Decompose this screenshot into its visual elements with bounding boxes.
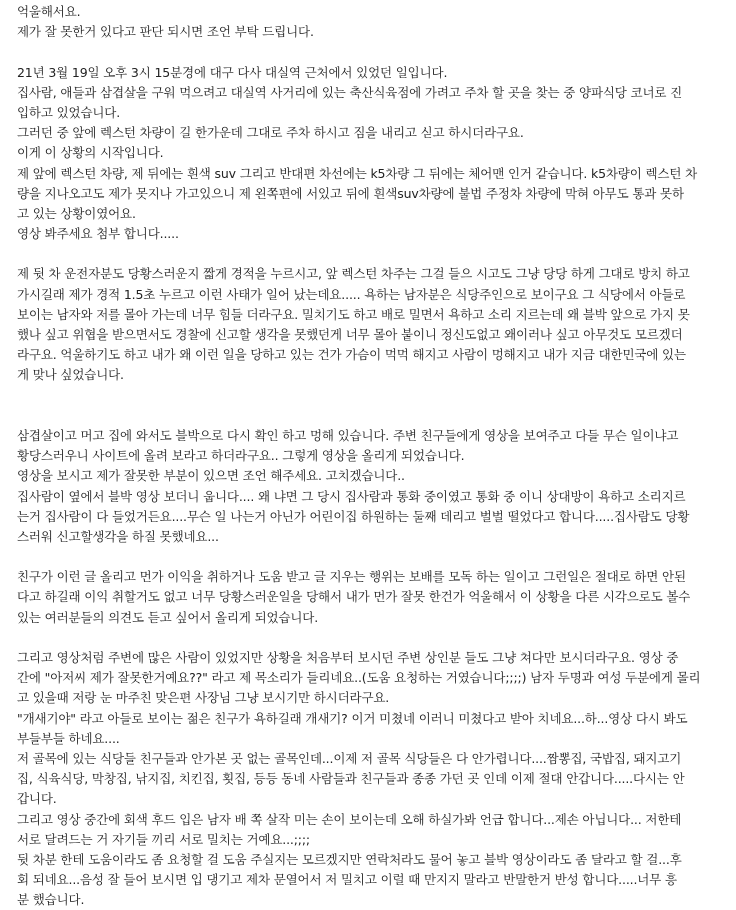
text-line: 이게 이 상황의 시작입니다. (17, 145, 164, 161)
post-body (17, 2, 731, 910)
text-line: 서로 달려드는 거 자기들 끼리 서로 밀치는 거예요...;;;; (17, 831, 310, 847)
text-line: 고 있는 상황이였어요. (17, 205, 136, 221)
text-line: 제가 잘 못한거 있다고 판단 되시면 조언 부탁 드립니다. (17, 24, 314, 40)
text-line: 있는 여러분들의 의견도 듣고 싶어서 올리게 되었습니다. (17, 609, 319, 625)
text-line: 분 했습니다. (17, 892, 85, 908)
text-line: 보이는 남자와 저를 몰아 가는데 너무 힘들 더라구요. 밀치기도 하고 배로 밀면서 욕하고 소리 지르는데 왜 블박 앞으로 가지 못 (17, 306, 690, 322)
text-line: 집, 식육식당, 막창집, 낚지집, 치킨집, 횟집, 등등 동네 사람들과 친구들과 종종 가던 곳 인데 이제 절대 안갑니다.....다시는 안 (17, 771, 685, 787)
text-line: 영상을 보시고 제가 잘못한 부분이 있으면 조언 해주세요. 고치겠습니다.. (17, 468, 405, 484)
text-line: 부들부들 하네요.... (17, 730, 120, 746)
text-line: 제 앞에 렉스턴 차량, 제 뒤에는 흰색 suv 그리고 반대편 차선에는 k5차량 그 뒤에는 체어맨 인거 같습니다. k5차량이 렉스턴 차 (17, 165, 698, 181)
text-line: 그리고 영상처럼 주변에 많은 사람이 있었지만 상황을 처음부터 보시던 주변 상인분 들도 그냥 쳐다만 보시더라구요. 영상 중 (17, 650, 679, 665)
text-line: 게 맞나 싶었습니다. (17, 367, 124, 383)
blank-line (17, 386, 731, 406)
blank-line (17, 42, 731, 62)
text-line: 량을 지나오고도 제가 못지나 가고있으니 제 왼쪽편에 서있고 뒤에 흰색suv차량에 불법 주정차 차량에 막혀 아무도 통과 못하 (17, 185, 684, 201)
text-line: 저 골목에 있는 식당들 친구들과 안가본 곳 없는 골목인데...이제 저 골목 식당들은 다 안가렵니다....짬뽕집, 국밥집, 돼지고기 (17, 750, 682, 766)
text-line: 집사람이 옆에서 블박 영상 보더니 웁니다.... 왜 냐면 그 당시 집사람과 통화 중이였고 통화 중 이니 상대방이 욕하고 소리지르 (17, 488, 686, 504)
text-line: 황당스러우니 사이트에 올려 보라고 하더라구요.. 그렇게 영상을 올리게 되었습니다. (17, 448, 465, 464)
text-line: 억울해서요. (17, 4, 81, 19)
text-line: 친구가 이런 글 올리고 먼가 이익을 취하거나 도움 받고 글 지우는 행위는 보배를 모독 하는 일이고 그런일은 절대로 하면 안된 (17, 569, 686, 585)
blank-line (17, 547, 731, 567)
text-line: 집사람, 애들과 삼겹살을 구워 먹으려고 대실역 사거리에 있는 축산식육점에 가려고 주차 할 곳을 찾는 중 양파식당 코너로 진 (17, 84, 683, 100)
text-line: "개새기야" 라고 아들로 보이는 젊은 친구가 욕하길래 개새기? 이거 미쳤네 이러니 미쳤다고 받아 치네요...하...영상 다시 봐도 (17, 710, 688, 726)
text-line: 그리고 영상 중간에 회색 후드 입은 남자 배 쪽 살작 미는 손이 보이는데 오해 하실가봐 언급 합니다...제손 아닙니다... 저한테 (17, 811, 682, 827)
text-line: 회 되네요...음성 잘 들어 보시면 입 댕기고 제차 문열어서 저 밀치고 이럴 때 만지지 말라고 반말한거 반성 합니다.....너무 흥 (17, 872, 677, 888)
text-line: 영상 봐주세요 첨부 합니다..... (17, 226, 179, 242)
text-line: 입하고 있었습니다. (17, 104, 121, 120)
blank-line (17, 244, 731, 264)
text-line: 고 있을때 저랑 눈 마주친 맞은편 사장님 그냥 보시기만 하시더라구요. (17, 690, 390, 706)
text-line: 가시길래 제가 경적 1.5초 누르고 이런 사태가 일어 났는데요..... 욕하는 남자분은 식당주인으로 보이구요 그 식당에서 아들로 (17, 286, 686, 302)
text-line: 그러던 중 앞에 렉스턴 차량이 길 한가운데 그대로 주차 하시고 짐을 내리고 싣고 하시더라구요. (17, 125, 524, 141)
blank-line (17, 406, 731, 426)
text-line: 갑니다. (17, 791, 57, 807)
text-line: 는거 집사람이 다 들었거든요....무슨 일 나는거 아닌가 어린이집 하원하는 둘째 데리고 벌벌 떨었다고 합니다.....집사람도 당황 (17, 508, 690, 524)
text-line: 다고 하길래 이익 취할거도 없고 너무 당황스러운일을 당해서 내가 먼가 잘못 한건가 억울해서 이 상황을 다른 시각으로도 볼수 (17, 589, 691, 605)
text-line: 삼겹살이고 머고 집에 와서도 블박으로 다시 확인 하고 멍해 있습니다. 주변 친구들에게 영상을 보여주고 다들 무슨 일이냐고 (17, 427, 679, 443)
text-line: 했나 싶고 위협을 받으면서도 경찰에 신고할 생각을 못했던게 너무 몰아 붙이니 정신도없고 왜이러나 싶고 아무것도 모르겠더 (17, 327, 683, 342)
text-line: 스러워 신고할생각을 하질 못했네요... (17, 528, 219, 544)
text-line: 뒷 차분 한테 도움이라도 좀 요청할 걸 도움 주실지는 모르겠지만 연락처라도 물어 놓고 블박 영상이라도 좀 달라고 할 걸...후 (17, 851, 682, 867)
text-line: 라구요. 억울하기도 하고 내가 왜 이런 일을 당하고 있는 건가 가슴이 먹먹 해지고 사람이 멍해지고 내가 지금 대한민국에 있는 (17, 347, 686, 363)
blank-line (17, 628, 731, 648)
text-line: 제 뒷 차 운전자분도 당황스러운지 짧게 경적을 누르시고, 앞 렉스턴 차주는 그걸 들으 시고도 그냥 당당 하게 그대로 방치 하고 (17, 266, 690, 282)
text-line: 21년 3월 19일 오후 3시 15분경에 대구 다사 대실역 근처에서 있었던 일입니다. (17, 64, 448, 80)
text-line: 간에 "아저씨 제가 잘못한거예요??" 라고 제 목소리가 들리네요..(도움 요청하는 거였습니다;;;;) 남자 두명과 여성 두분에게 몰리 (17, 670, 701, 686)
